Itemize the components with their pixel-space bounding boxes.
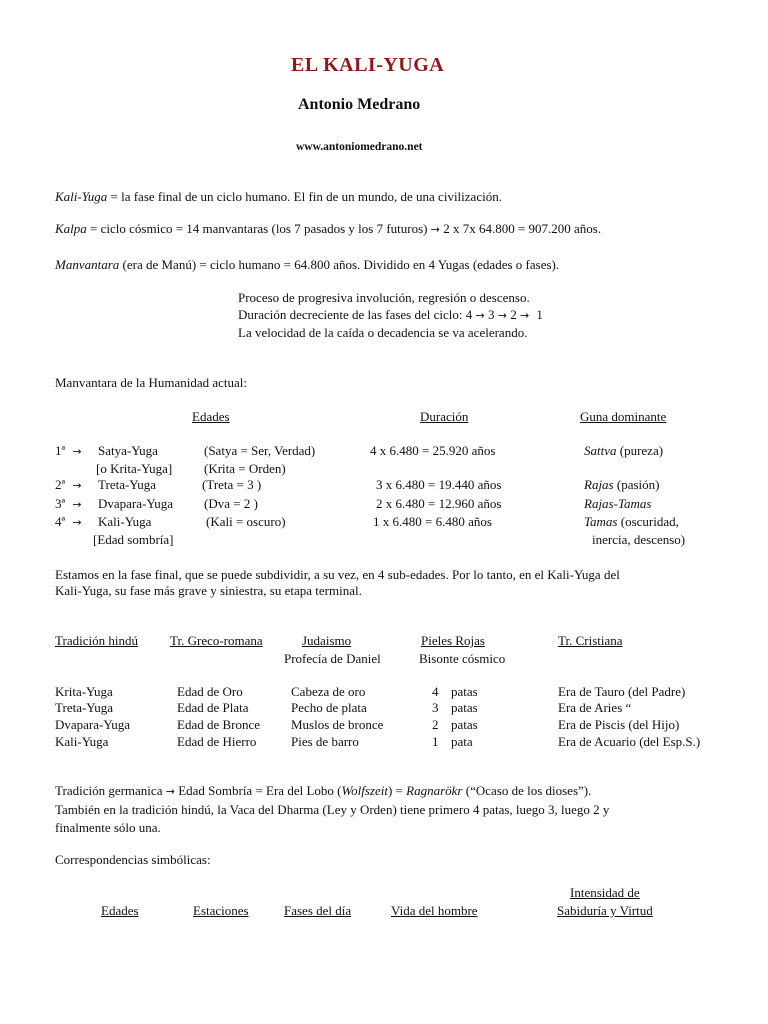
yuga-number: 4ª (55, 514, 66, 529)
table-cell: Krita-Yuga (55, 684, 113, 699)
table-cell: Treta-Yuga (55, 700, 114, 715)
table-cell: patas (451, 717, 478, 732)
yuga-meaning: (Dva = 2 ) (204, 496, 258, 511)
humanity-heading: Manvantara de la Humanidad actual: (55, 375, 248, 390)
tradition-header-pieles-rojas: Pieles Rojas (421, 633, 485, 648)
arrow-right-icon: → (519, 309, 530, 322)
yuga-name: Kali-Yuga (98, 514, 152, 529)
yuga-guna (584, 477, 659, 493)
table-cell: Muslos de bronce (291, 717, 384, 732)
subheader-bisonte: Bisonte cósmico (419, 651, 506, 666)
process-line-3: La velocidad de la caída o decadencia se va acelerando. (238, 325, 528, 340)
yuga-number: 3ª (55, 496, 66, 511)
table-cell: Kali-Yuga (55, 734, 109, 749)
process-line-2-text: Duración decreciente de las fases del ciclo: 4 (238, 307, 473, 322)
table-cell: Edad de Hierro (177, 734, 257, 749)
germanic-text: (“Ocaso de los dioses”). (462, 783, 592, 798)
yuga-guna (584, 496, 651, 512)
paragraph-line: Estamos en la fase final, que se puede subdividir, a su vez, en 4 sub-edades. Por lo tanto, en el Kali-Yuga del (55, 567, 620, 582)
corr-header-intensidad: Intensidad de (570, 885, 640, 900)
germanic-term: Ragnarökr (406, 783, 463, 798)
table-cell: Cabeza de oro (291, 684, 366, 699)
yuga-row-3 (55, 496, 82, 513)
tradition-header-greco: Tr. Greco-romana (170, 633, 263, 648)
guna-description: (pureza) (616, 443, 664, 458)
tradition-header-judaismo: Judaismo (302, 633, 352, 648)
table-cell: Era de Acuario (del Esp.S.) (558, 734, 701, 749)
yuga-duration: 2 x 6.480 = 12.960 años (376, 496, 502, 511)
manvantara-term: Manvantara (55, 257, 120, 272)
paragraph-line: También en la tradición hindú, la Vaca del Dharma (Ley y Orden) tiene primero 4 patas, luego 3, luego 2 y (55, 802, 610, 817)
yuga-meaning: (Satya = Ser, Verdad) (204, 443, 316, 458)
table-cell: Edad de Bronce (177, 717, 261, 732)
kali-yuga-term: Kali-Yuga (55, 189, 108, 204)
kali-yuga-text: = la fase final de un ciclo humano. El fin de un mundo, de una civilización. (110, 189, 502, 204)
tamas-continuation: inercia, descenso) (592, 532, 686, 547)
yuga-meaning: (Treta = 3 ) (202, 477, 262, 492)
yuga-duration: 4 x 6.480 = 25.920 años (370, 443, 496, 458)
tradition-header-hindu: Tradición hindú (55, 633, 138, 648)
germanic-text: ) = (387, 783, 407, 798)
arrow-right-icon: → (72, 498, 82, 511)
arrow-right-icon: → (475, 309, 485, 322)
table-cell: Era de Tauro (del Padre) (558, 684, 686, 699)
website-url[interactable]: www.antoniomedrano.net (296, 141, 423, 153)
kali-yuga-definition (55, 189, 502, 205)
corr-header-fases: Fases del día (284, 903, 352, 918)
column-header-guna: Guna dominante (580, 409, 667, 424)
arrow-right-icon: → (72, 479, 82, 492)
manvantara-text: (era de Manú) = ciclo humano = 64.800 años. Dividido en 4 Yugas (edades o fases). (122, 257, 560, 272)
germanic-term: Wolfszeit (341, 783, 388, 798)
process-line-1: Proceso de progresiva involución, regresión o descenso. (238, 290, 530, 305)
yuga-row-4 (55, 514, 82, 531)
arrow-right-icon: → (430, 223, 440, 236)
process-number: 3 (487, 307, 495, 322)
process-number: 2 (510, 307, 517, 322)
yuga-name: Treta-Yuga (98, 477, 157, 492)
arrow-right-icon: → (497, 309, 507, 322)
table-cell: patas (451, 700, 478, 715)
guna-term: Rajas (584, 477, 614, 492)
yuga-guna (584, 514, 679, 530)
yuga-row-2 (55, 477, 82, 494)
table-cell: 1 (432, 734, 439, 749)
edad-sombria: [Edad sombría] (93, 532, 174, 547)
corr-header-sabiduria: Sabiduría y Virtud (557, 903, 653, 918)
table-cell: 4 (432, 684, 439, 699)
guna-description: (oscuridad, (617, 514, 679, 529)
subheader-daniel: Profecía de Daniel (284, 651, 381, 666)
yuga-name: Dvapara-Yuga (98, 496, 174, 511)
table-cell: Edad de Oro (177, 684, 243, 699)
yuga-number: 1ª (55, 443, 66, 458)
krita-meaning: (Krita = Orden) (204, 461, 286, 476)
guna-description: (pasión) (613, 477, 660, 492)
column-header-edades: Edades (192, 409, 230, 424)
table-cell: 2 (432, 717, 439, 732)
table-cell: Era de Piscis (del Hijo) (558, 717, 680, 732)
germanic-text: Tradición germanica (55, 783, 163, 798)
yuga-number: 2ª (55, 477, 66, 492)
guna-term: Tamas (584, 514, 618, 529)
table-cell: Edad de Plata (177, 700, 249, 715)
germanic-line (55, 783, 591, 800)
tradition-header-cristiana: Tr. Cristiana (558, 633, 623, 648)
column-header-duracion: Duración (420, 409, 469, 424)
paragraph-line: finalmente sólo una. (55, 820, 161, 835)
guna-term: Rajas-Tamas (584, 496, 652, 511)
corr-header-edades: Edades (101, 903, 139, 918)
table-cell: Pies de barro (291, 734, 359, 749)
yuga-meaning: (Kali = oscuro) (206, 514, 286, 529)
author-name: Antonio Medrano (298, 96, 421, 113)
germanic-text: Edad Sombría = Era del Lobo ( (178, 783, 342, 798)
yuga-duration: 1 x 6.480 = 6.480 años (373, 514, 492, 529)
arrow-right-icon: → (72, 445, 82, 458)
table-cell: pata (451, 734, 473, 749)
yuga-name: Satya-Yuga (98, 443, 158, 458)
kalpa-term: Kalpa (55, 221, 87, 236)
paragraph-line: Kali-Yuga, su fase más grave y siniestra, su etapa terminal. (55, 583, 362, 598)
yuga-guna (584, 443, 663, 459)
yuga-duration: 3 x 6.480 = 19.440 años (376, 477, 502, 492)
kalpa-result: 2 x 7x 64.800 = 907.200 años. (443, 221, 602, 236)
manvantara-definition (55, 257, 559, 273)
table-cell: Dvapara-Yuga (55, 717, 131, 732)
corr-header-estaciones: Estaciones (193, 903, 249, 918)
page-title: EL KALI-YUGA (291, 54, 445, 76)
corr-header-vida: Vida del hombre (391, 903, 478, 918)
correspondences-heading: Correspondencias simbólicas: (55, 852, 211, 867)
yuga-row-1 (55, 443, 82, 460)
guna-term: Sattva (584, 443, 617, 458)
kalpa-definition (55, 221, 601, 238)
table-cell: patas (451, 684, 478, 699)
process-line-2 (238, 307, 543, 324)
arrow-right-icon: → (72, 516, 82, 529)
process-number: 1 (536, 307, 543, 322)
krita-alias: [o Krita-Yuga] (96, 461, 173, 476)
table-cell: Era de Aries “ (558, 700, 632, 715)
table-cell: Pecho de plata (291, 700, 367, 715)
table-cell: 3 (432, 700, 439, 715)
arrow-right-icon: → (165, 785, 175, 798)
kalpa-text: = ciclo cósmico = 14 manvantaras (los 7 pasados y los 7 futuros) (90, 221, 428, 236)
